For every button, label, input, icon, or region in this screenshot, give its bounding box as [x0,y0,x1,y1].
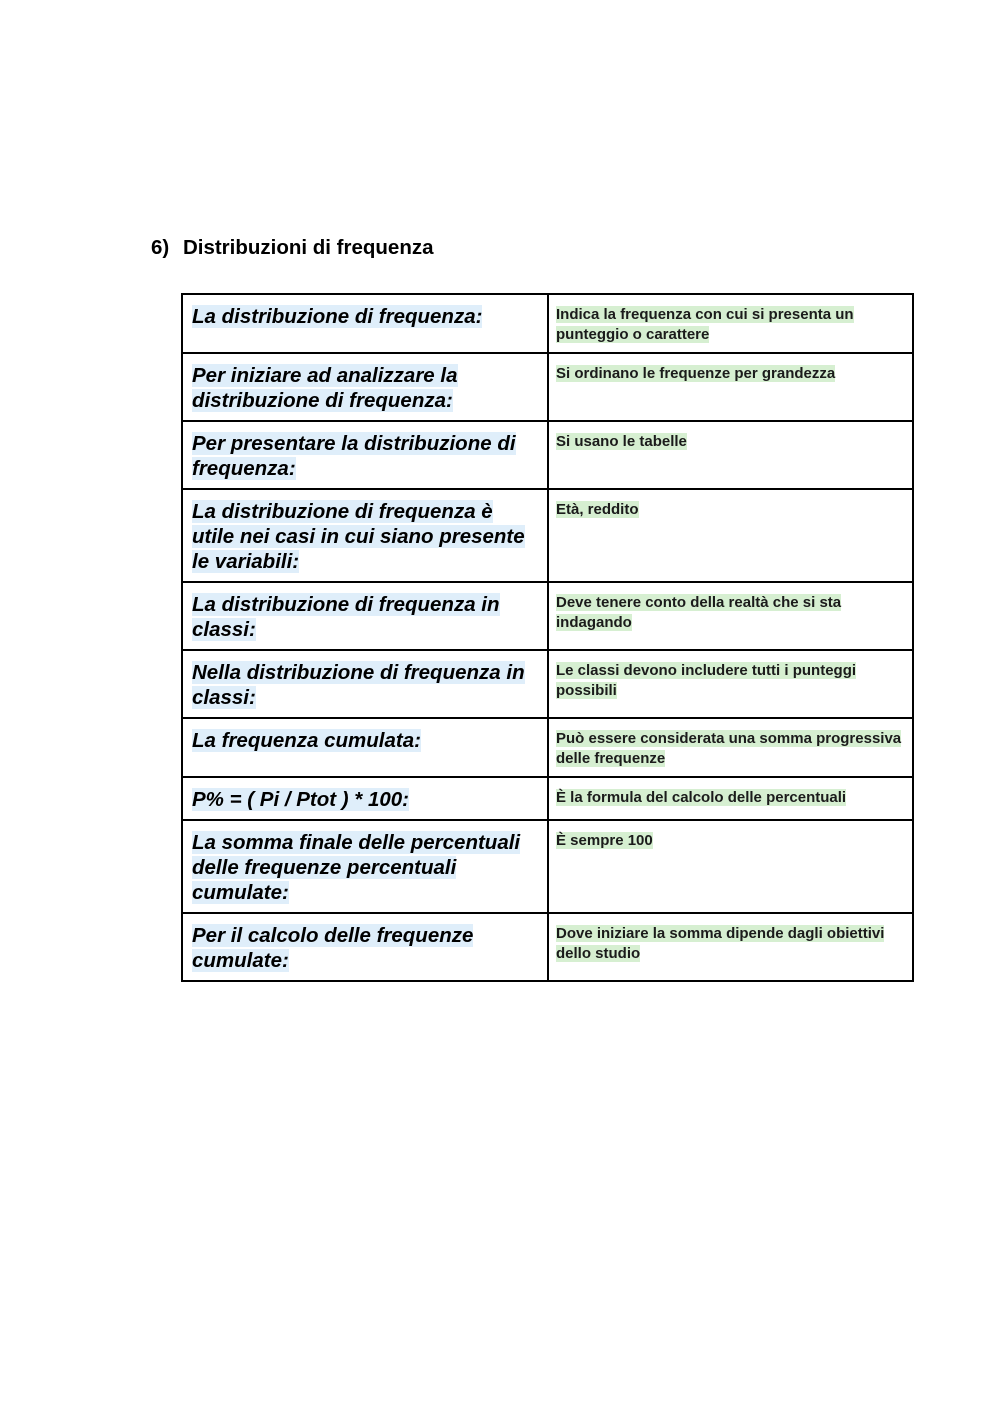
answer-text: Si ordinano le frequenze per grandezza [556,365,836,382]
qa-table [181,293,914,982]
question-text: La distribuzione di frequenza: [192,305,483,328]
question-text: Per presentare la distribuzione di frequenza: [192,432,516,480]
answer-text: Deve tenere conto della realtà che si sta indagando [556,594,842,631]
answer-text: Indica la frequenza con cui si presenta un punteggio o carattere [556,306,854,343]
table-row [182,777,913,820]
table-row [182,650,913,718]
question-cell [182,650,548,718]
answer-cell [548,353,913,421]
answer-text: Le classi devono includere tutti i punteggi possibili [556,662,857,699]
question-cell [182,294,548,353]
answer-cell [548,718,913,777]
qa-table-body [182,294,913,981]
answer-text: Dove iniziare la somma dipende dagli obiettivi dello studio [556,925,885,962]
table-row [182,913,913,981]
question-text: La distribuzione di frequenza è utile nei casi in cui siano presente le variabili: [192,500,525,573]
answer-cell [548,650,913,718]
question-text: Per iniziare ad analizzare la distribuzione di frequenza: [192,364,458,412]
answer-cell [548,489,913,582]
question-text: P% = ( Pi / Ptot ) * 100: [192,788,410,811]
table-row [182,718,913,777]
table-row [182,421,913,489]
answer-cell [548,777,913,820]
question-cell [182,421,548,489]
table-row [182,582,913,650]
question-cell [182,820,548,913]
question-text: Nella distribuzione di frequenza in classi: [192,661,525,709]
question-cell [182,489,548,582]
answer-cell [548,913,913,981]
question-cell [182,913,548,981]
answer-cell [548,294,913,353]
question-cell [182,353,548,421]
answer-cell [548,582,913,650]
section-title: Distribuzioni di frequenza [182,236,434,259]
answer-text: È sempre 100 [556,832,653,849]
answer-text: È la formula del calcolo delle percentuali [556,789,847,806]
question-cell [182,582,548,650]
table-row [182,489,913,582]
question-cell [182,718,548,777]
question-text: La somma finale delle percentuali delle frequenze percentuali cumulate: [192,831,521,904]
section-heading [151,236,434,260]
question-text: La distribuzione di frequenza in classi: [192,593,500,641]
answer-cell [548,421,913,489]
table-row [182,353,913,421]
question-text: La frequenza cumulata: [192,729,421,752]
question-text: Per il calcolo delle frequenze cumulate: [192,924,474,972]
table-row [182,820,913,913]
answer-text: Si usano le tabelle [556,433,687,450]
answer-text: Età, reddito [556,501,639,518]
question-cell [182,777,548,820]
answer-cell [548,820,913,913]
section-number: 6) [151,236,170,259]
answer-text: Può essere considerata una somma progressiva delle frequenze [556,730,902,767]
table-row [182,294,913,353]
